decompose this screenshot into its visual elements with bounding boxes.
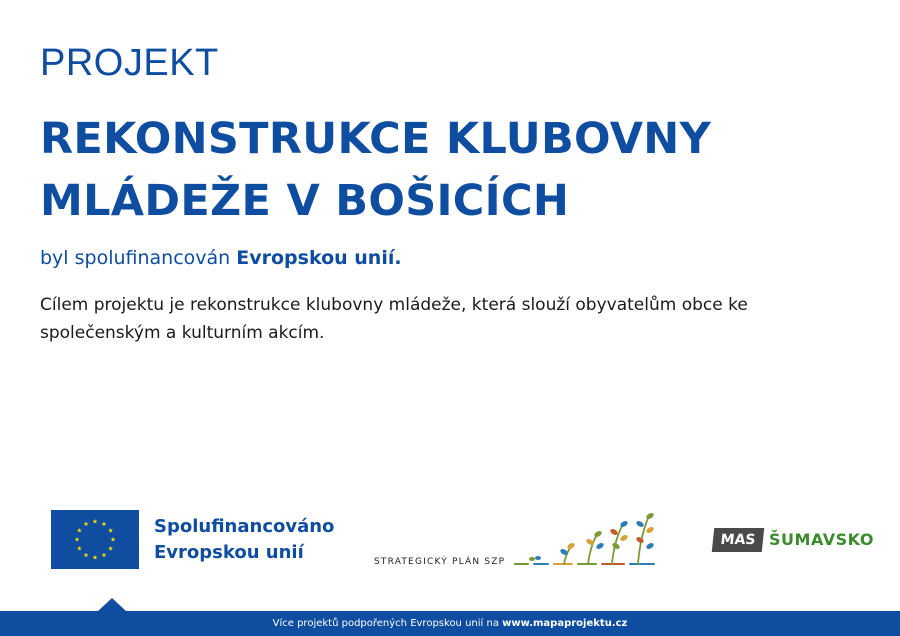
eu-star-icon (93, 519, 98, 524)
footer-notch (98, 598, 126, 611)
eu-star-icon (111, 537, 116, 542)
cofinanced-statement (40, 247, 402, 269)
eu-star-icon (84, 521, 89, 526)
eu-star-icon (102, 552, 107, 557)
eu-star-icon (77, 528, 82, 533)
eu-cofinanced-text (154, 514, 334, 566)
eu-star-icon (77, 546, 82, 551)
szp-sprouts-icon (514, 512, 660, 572)
eu-star-icon (108, 528, 113, 533)
footer-text: Více projektů podpořených Evropskou unií na (272, 618, 503, 629)
eu-flag-logo (51, 510, 139, 569)
project-title (40, 108, 860, 232)
eu-star-icon (108, 546, 113, 551)
mas-sumavsko-logo (713, 526, 874, 556)
cofinanced-prefix: byl spolufinancován (40, 247, 237, 269)
eu-star-icon (102, 521, 107, 526)
footer-link[interactable]: www.mapaprojektu.cz (502, 618, 628, 629)
eu-cofinanced-line-2: Evropskou unií (154, 542, 304, 563)
eu-star-icon (75, 537, 80, 542)
eu-star-icon (93, 555, 98, 560)
eu-cofinanced-line-1: Spolufinancováno (154, 516, 335, 537)
project-description: Cílem projektu je rekonstrukce klubovny mládeže, která slouží obyvatelům obce ke společenským a kulturním akcím. (40, 295, 748, 343)
cofinanced-emphasis: Evropskou unií. (236, 247, 402, 269)
project-title-line-1: REKONSTRUKCE KLUBOVNY (40, 114, 712, 164)
eu-star-icon (84, 552, 89, 557)
project-label: PROJEKT (40, 42, 219, 84)
footer-bar (0, 611, 900, 636)
mas-name: ŠUMAVSKO (769, 530, 874, 549)
mas-badge: MAS (712, 528, 765, 552)
project-title-line-2: MLÁDEŽE V BOŠICÍCH (40, 176, 570, 226)
szp-logo-text: STRATEGICKÝ PLÁN SZP (374, 557, 506, 567)
eu-stars-icon (51, 510, 139, 569)
